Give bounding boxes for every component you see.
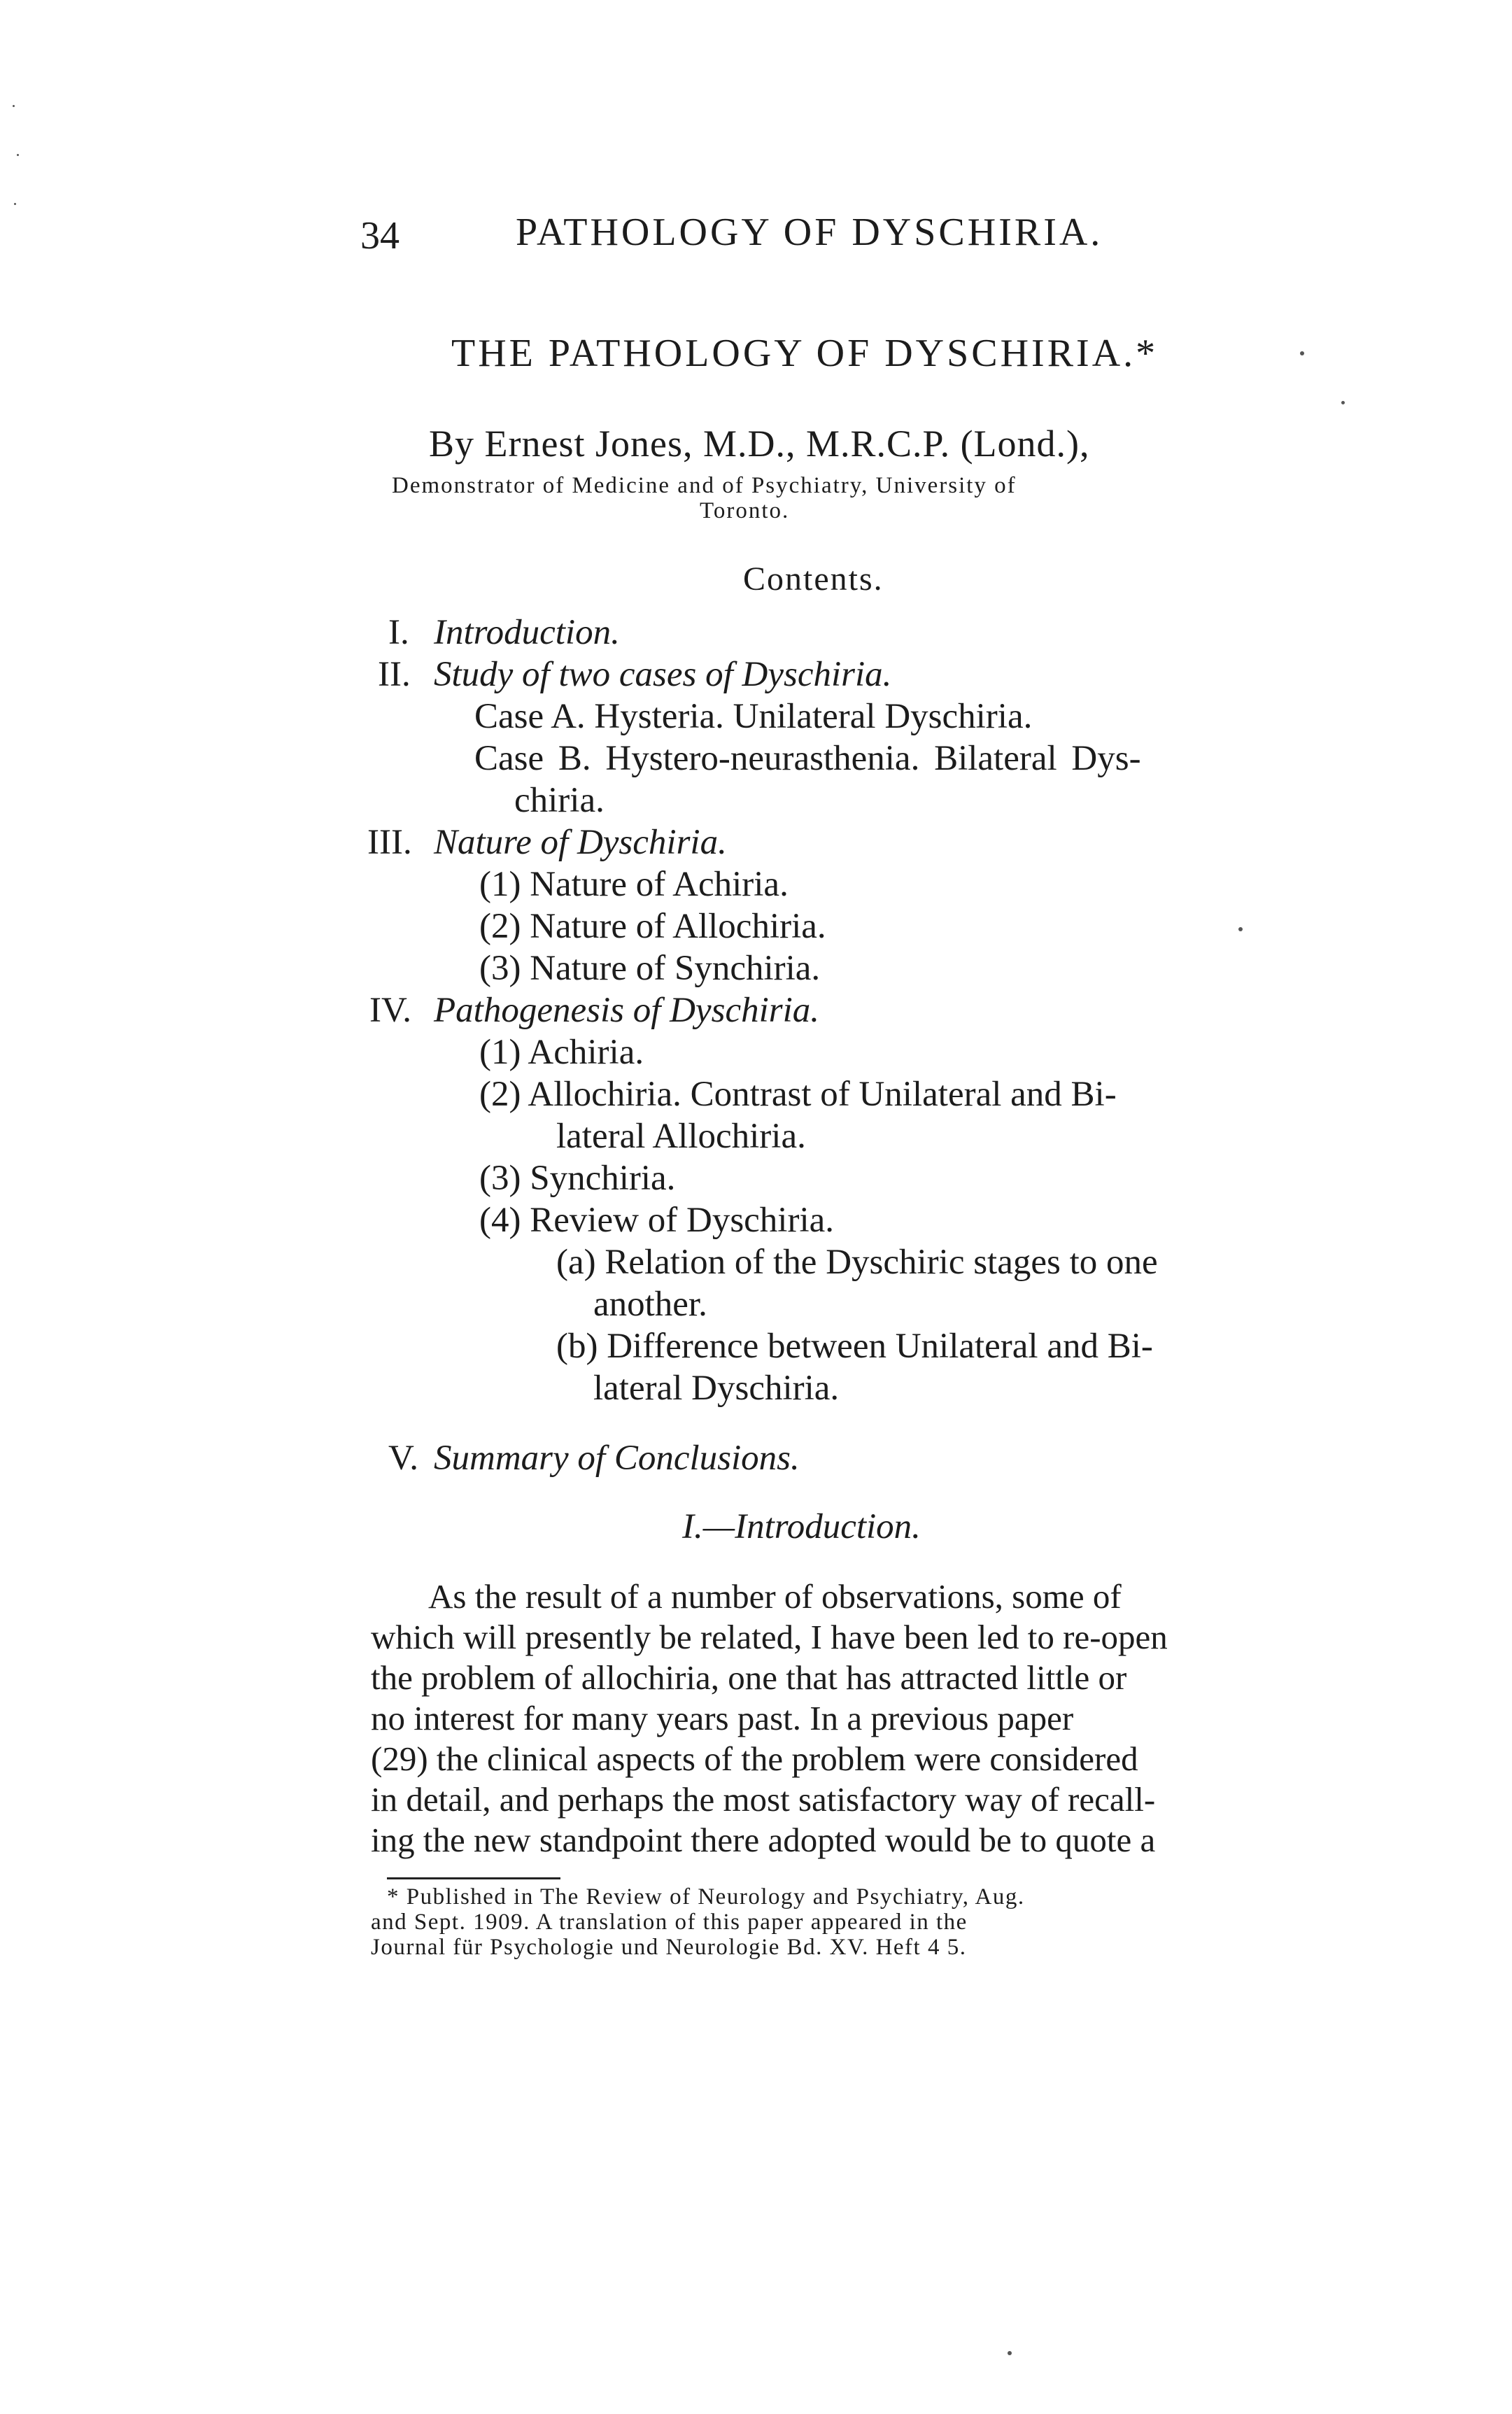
footnote-line: Journal für Psychologie und Neurologie Bd. XV. Heft 4 5.	[371, 1935, 967, 1960]
scan-speck	[1341, 401, 1345, 404]
scan-speck	[17, 154, 19, 156]
toc-entry: chiria.	[514, 781, 605, 820]
body-line: in detail, and perhaps the most satisfactory way of recall-	[371, 1780, 1156, 1819]
footnote-rule	[387, 1877, 560, 1879]
footnote-line: * Published in The Review of Neurology and Psychiatry, Aug.	[387, 1884, 1025, 1910]
footnote-line: and Sept. 1909. A translation of this paper appeared in the	[371, 1910, 968, 1935]
contents-heading: Contents.	[743, 560, 884, 598]
body-line: ing the new standpoint there adopted would be to quote a	[371, 1821, 1156, 1859]
scan-speck	[1238, 927, 1243, 931]
toc-entry: another.	[593, 1285, 707, 1324]
toc-numeral: IV.	[369, 991, 411, 1030]
toc-entry: lateral Dyschiria.	[593, 1369, 840, 1408]
scan-speck	[1300, 351, 1304, 355]
body-line: which will presently be related, I have been led to re-open	[371, 1618, 1168, 1656]
affiliation-line-1: Demonstrator of Medicine and of Psychiatry, University of	[392, 473, 1017, 498]
toc-entry: (3) Nature of Synchiria.	[479, 949, 821, 988]
scan-speck	[1008, 2351, 1012, 2355]
toc-entry: (4) Review of Dyschiria.	[479, 1201, 835, 1240]
running-title: PATHOLOGY OF DYSCHIRIA.	[516, 211, 1103, 254]
toc-numeral: I.	[388, 613, 409, 652]
body-line: (29) the clinical aspects of the problem were considered	[371, 1739, 1138, 1778]
toc-entry: Nature of Dyschiria.	[434, 823, 727, 862]
body-line: As the result of a number of observations, some of	[428, 1577, 1122, 1616]
toc-entry: lateral Allochiria.	[556, 1117, 806, 1156]
toc-entry: (1) Nature of Achiria.	[479, 865, 789, 904]
toc-entry: (1) Achiria.	[479, 1033, 644, 1072]
scan-speck	[13, 105, 15, 107]
toc-entry: Summary of Conclusions.	[434, 1439, 800, 1478]
article-title: THE PATHOLOGY OF DYSCHIRIA.*	[451, 332, 1159, 375]
toc-numeral: II.	[378, 655, 411, 694]
body-line: the problem of allochiria, one that has attracted little or	[371, 1658, 1127, 1697]
toc-numeral: III.	[367, 823, 412, 862]
toc-entry: (3) Synchiria.	[479, 1159, 676, 1198]
toc-numeral: V.	[388, 1439, 419, 1478]
toc-entry: (b) Difference between Unilateral and Bi-	[556, 1327, 1153, 1366]
toc-entry: Pathogenesis of Dyschiria.	[434, 991, 820, 1030]
body-line: no interest for many years past. In a previous paper	[371, 1699, 1074, 1737]
page-number: 34	[360, 214, 400, 257]
scan-speck	[14, 203, 16, 205]
toc-entry: Study of two cases of Dyschiria.	[434, 655, 892, 694]
toc-entry: (2) Nature of Allochiria.	[479, 907, 826, 946]
byline: By Ernest Jones, M.D., M.R.C.P. (Lond.),	[429, 423, 1090, 465]
toc-entry: Case B. Hystero-neurasthenia. Bilateral Dys-	[474, 739, 1141, 778]
toc-entry: (2) Allochiria. Contrast of Unilateral and Bi-	[479, 1075, 1117, 1114]
toc-entry: Case A. Hysteria. Unilateral Dyschiria.	[474, 697, 1033, 736]
toc-entry: Introduction.	[434, 613, 620, 652]
section-heading: I.—Introduction.	[682, 1507, 921, 1546]
toc-entry: (a) Relation of the Dyschiric stages to one	[556, 1243, 1158, 1282]
affiliation-line-2: Toronto.	[700, 498, 790, 523]
